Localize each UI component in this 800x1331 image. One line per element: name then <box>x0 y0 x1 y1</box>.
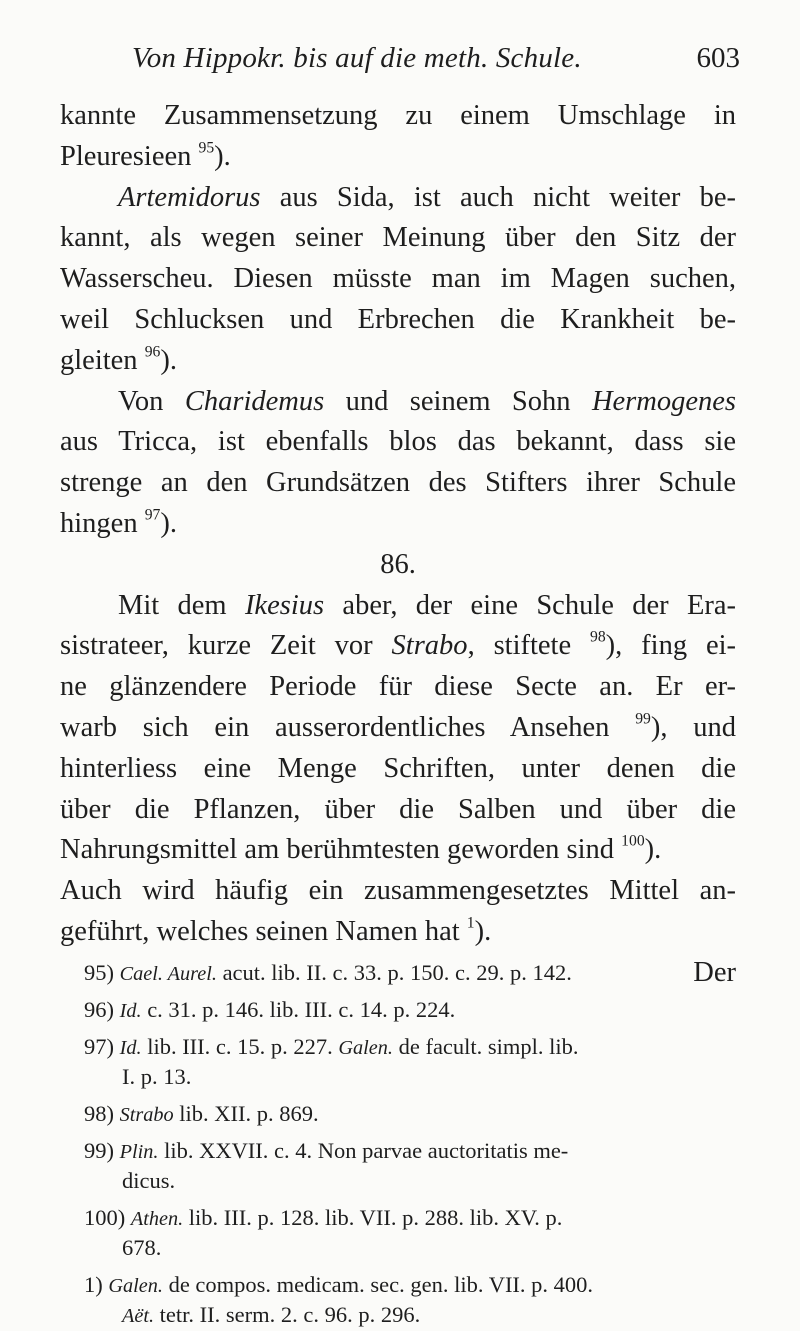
footnote-97: 97) Id. lib. III. c. 15. p. 227. Galen. de facult. simpl. lib. <box>84 1034 579 1059</box>
text-line: Auch wird häufig ein zusammengesetztes Mittel an- <box>60 875 736 907</box>
footnotes <box>84 958 736 1330</box>
footnote-continuation: Aët. tetr. II. serm. 2. c. 96. p. 296. <box>122 1302 421 1327</box>
text-line: warb sich ein ausserordentliches Ansehen $^{99}$), und <box>60 710 737 743</box>
footnote-95: 95) Cael. Aurel. acut. lib. II. c. 33. p. 150. c. 29. p. 142. <box>84 960 572 985</box>
text-line: Wasserscheu. Diesen müsste man im Magen suchen, <box>60 263 736 295</box>
text-line: kannt, als wegen seiner Meinung über den Sitz der <box>60 222 736 254</box>
running-header <box>120 42 740 86</box>
footnote-ref: 1 <box>466 914 475 932</box>
footnote-ref: 98 <box>590 628 606 646</box>
footnote-ref: 97 <box>144 506 161 524</box>
footnote-ref: 100 <box>621 832 645 850</box>
page-number: 603 <box>696 42 740 74</box>
footnote-ref: 95 <box>198 139 215 157</box>
text-line: hingen $^{97}$). <box>60 506 177 539</box>
text-line: sistrateer, kurze Zeit vor Strabo, stiftete $^{98}$), fing ei- <box>60 628 737 662</box>
footnote-99: 99) Plin. lib. XXVII. c. 4. Non parvae auctoritatis me- <box>84 1138 569 1163</box>
text-line: gleiten $^{96}$). <box>60 343 177 376</box>
footnote-100: 100) Athen. lib. III. p. 128. lib. VII. p. 288. lib. XV. p. <box>84 1205 563 1230</box>
catchword: Der <box>693 956 736 988</box>
person-name: Artemidorus <box>118 181 261 213</box>
text-line: Von Charidemus und seinem Sohn Hermogenes <box>118 385 736 417</box>
text-line: weil Schlucksen und Erbrechen die Krankheit be- <box>60 303 736 335</box>
footnote-continuation: dicus. <box>122 1168 176 1193</box>
footnote-1: 1) Galen. de compos. medicam. sec. gen. lib. VII. p. 400. <box>84 1272 594 1297</box>
person-name: Hermogenes <box>591 385 736 417</box>
text-line: Artemidorus aus Sida, ist auch nicht weiter be- <box>118 181 736 213</box>
text-line: Nahrungsmittel am berühmtesten geworden sind $^{100}$). <box>60 832 662 866</box>
text-line: kannte Zusammensetzung zu einem Umschlage in <box>60 100 736 131</box>
text-line: über die Pflanzen, über die Salben und über die <box>60 793 736 825</box>
footnote-ref: 99 <box>635 710 651 728</box>
section-number: 86. <box>380 548 416 580</box>
person-name: Charidemus <box>184 385 325 417</box>
main-text <box>60 96 736 994</box>
text-line: hinterliess eine Menge Schriften, unter denen die <box>60 752 736 784</box>
text-line: geführt, welches seinen Namen hat $^1$). <box>60 914 492 947</box>
footnote-98: 98) Strabo lib. XII. p. 869. <box>84 1101 319 1126</box>
footnote-continuation: I. p. 13. <box>122 1064 192 1089</box>
running-title: Von Hippokr. bis auf die meth. Schule. <box>132 42 582 74</box>
person-name: Ikesius <box>244 589 325 621</box>
text-line: aus Tricca, ist ebenfalls blos das bekannt, dass sie <box>60 426 736 458</box>
text-line: Mit dem Ikesius aber, der eine Schule der Era- <box>118 589 736 621</box>
footnote-96: 96) Id. c. 31. p. 146. lib. III. c. 14. p. 224. <box>84 997 456 1022</box>
text-line: ne glänzendere Periode für diese Secte an. Er er- <box>60 671 736 703</box>
person-name: Strabo <box>391 630 468 662</box>
text-line: strenge an den Grundsätzen des Stifters ihrer Schule <box>60 467 736 499</box>
footnote-continuation: 678. <box>122 1235 162 1260</box>
text-line: Pleuresieen $^{95}$). <box>60 139 231 172</box>
footnote-ref: 96 <box>144 343 161 361</box>
